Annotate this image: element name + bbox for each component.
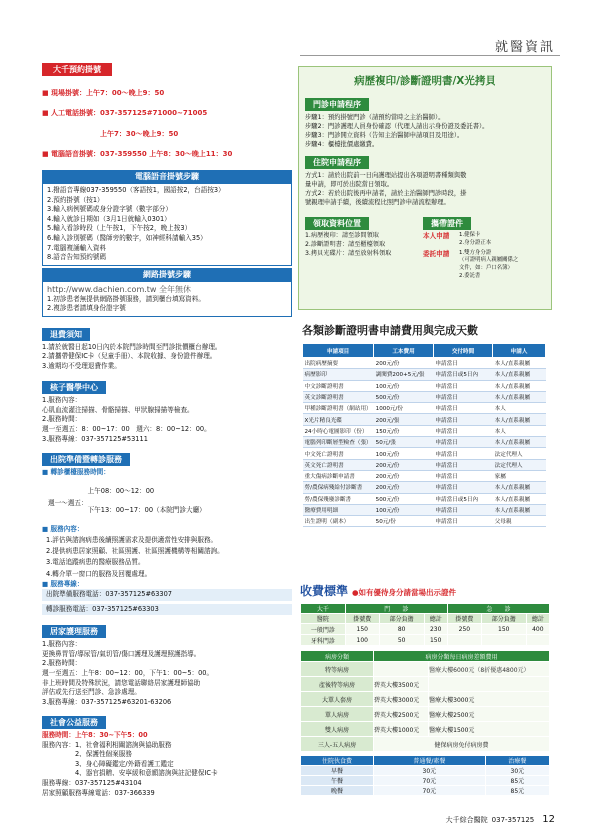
docs-col [423,211,545,281]
fee-header: 工本費用 [374,344,434,358]
social-phone-2: 居家照顧服務專線電話：037-366339 [42,788,155,797]
outpatient-steps: 步驟1：預約掛號門診（請預約當時之主治醫師）。 步驟2：門診護理人員身份確認（代理人請出示身份證及委託書）。 步驟3：門診開立資料（告知主治醫師申請項目及用途）。 步驟4：櫃檯批價處繳費。 [305,114,489,149]
nuclear-text: 1.服務內容： 心肌血流灌注掃描、骨骼掃描、甲狀腺掃描等檢查。 2.服務時間： 週一至週五：8：00~17：00 週六：8：00~12：00。 3.服務專線：037-357125#53111 [42,396,211,443]
opd-head-2: 診 [402,606,409,613]
fee-cell: 200元/份 [374,482,434,493]
meal-head: 治療餐 [485,756,549,766]
fee-cell: 200元/份 [374,358,434,369]
opd-sub: 掛號費 [447,614,481,624]
fee-cell: 申請當日或5日內 [433,493,492,504]
opd-cell: 100 [345,635,379,646]
fee-cell: 中文死亡證明書 [303,448,374,459]
method-2: 方式2：若於出院後再申請者，請於主治醫師門診時段，掛 號親理申請手續，後續流程比照門診申請流程辦理。 [305,189,467,206]
fee-cell: 醫療費用明細 [303,504,374,515]
page-title: 就醫資訊 [494,40,555,55]
charges-note: ●如有優待身分請當場出示證件 [352,588,457,597]
fee-header: 交付時間 [433,344,492,358]
fee-cell: 申請當日 [433,504,492,515]
fee-cell: 本人 [493,425,546,436]
fee-cell: 申請當日 [433,459,492,470]
fee-cell: 英文診斷證明書 [303,391,374,402]
ward-cell: 三人-五人病房 [301,737,374,752]
method-1: 方式1：請於出院前一日向護理站提出各項證明書種類與數 量申請，即可於出院當日領取。 [305,171,467,188]
fee-cell: 病歷影印 [303,369,374,380]
fee-row [303,403,546,414]
ward-cell: 大單人套房 [301,692,374,707]
fee-row [303,380,546,391]
fee-cell: 申請當日 [433,391,492,402]
opd-cell [447,635,481,646]
fee-cell: 200元/份 [374,459,434,470]
fee-cell: 本人 [493,403,546,414]
fee-title: 各類診斷證明書申請費用與完成天數 [302,324,478,337]
opd-head-1: 門 [384,606,391,613]
meal-head: 普通餐/素餐 [374,756,486,766]
fee-cell: 申請當日或5日內 [433,369,492,380]
fee-cell: 甲種診斷證明書（網站用） [303,403,374,414]
meal-cell: 晚餐 [301,786,374,796]
fee-cell: 本人/直系親屬 [493,482,546,493]
discharge-content: 1.評估與諮詢病患後續照護需求及提供適當性安排與服務。 2.提供病患居家照顧、社區照護、社區照護機構等相關諮詢。 3.電話追蹤病患的醫療服務品質。 4.轉介單一窗口的服務及回覆處理。 [46,535,224,578]
fee-cell: 24小時心電圖影印（份） [303,425,374,436]
opd-head-row [301,604,550,614]
meal-cell: 70元 [374,776,486,786]
web-steps: 1.初診患者無提供網路掛號服務，請到櫃台填寫資料。 2.複診患者請填身份證字號 [47,294,205,313]
fee-cell: 500元/份 [374,493,434,504]
opd-sub: 部分負擔 [481,614,526,624]
ward-row [301,677,550,692]
fee-row [303,504,546,515]
fee-cell: 500元/份 [374,391,434,402]
fee-header: 申請項目 [303,344,374,358]
meal-row [301,766,550,776]
ward-cell [374,662,429,677]
fee-cell: 本人/直系親屬 [493,437,546,448]
fee-header-row [303,344,546,358]
fee-cell: 50元/張 [374,437,434,448]
reg-line-2: ■ 人工電話掛號：037-357125#71000~71005 [42,109,208,118]
fee-table [302,343,546,527]
opd-cell: 250 [447,624,481,635]
fee-cell: 本人/直系親屬 [493,391,546,402]
fee-cell: 電腦列印斷層型檢查（張） [303,437,374,448]
ward-body [301,662,550,752]
ward-row [301,722,550,737]
opd-head: 大千 [301,604,346,614]
opd-head [447,604,549,614]
pickup-title: 領取資料位置 [305,217,369,230]
ward-cell: 雙人病房 [301,722,374,737]
return-title: 退費須知 [42,328,90,341]
self-label: 本人申請 [423,232,450,240]
fee-cell: 申請當日 [433,358,492,369]
ward-row [301,692,550,707]
fee-body [303,358,546,527]
referral-weekdays: 週一～週五： [48,498,88,507]
fee-cell: 申請當日 [433,516,492,527]
web-title: 網路掛號步驟 [42,268,292,281]
referral-times [88,478,206,526]
records-title: 病歷複印/診斷證明書/X光拷貝 [354,75,496,87]
reg-lines [42,78,292,169]
pickup-list: 1.病歷複印：請至診間領取 2.診斷證明書：請至櫃檯領取 3.拷貝光碟片：請至放射科領取 [305,232,392,257]
referral-pm: 下午13：00~17：00（本院門診大廳） [87,506,206,515]
referral-am: 上午08：00～12：00 [87,487,155,496]
meal-head-row [301,756,550,766]
fee-cell: 100元/份 [374,504,434,515]
fee-cell: 家屬 [493,470,546,481]
fee-cell: 本人/直系親屬 [493,504,546,515]
page-number: 12 [542,814,555,825]
fee-cell: 出院病歷摘要 [303,358,374,369]
ward-cell: 醫療大樓1500元 [429,722,550,737]
ward-row [301,737,550,752]
fee-cell: 1000元/份 [374,403,434,414]
fee-cell: 勞/農保病殘給付診斷書 [303,482,374,493]
docs-title: 攜帶證件 [423,217,471,230]
ward-cell: 碧英大樓3000元 [374,692,429,707]
opd-sub: 掛號費 [345,614,379,624]
opd-sub: 總計 [526,614,549,624]
opd-cell: 50 [379,635,424,646]
meal-cell: 70元 [374,786,486,796]
nuclear-title: 核子醫學中心 [42,381,106,394]
charges-title: 收費標準 [300,584,349,598]
fee-cell: 本人/直系親屬 [493,414,546,425]
opd-sub: 部分負擔 [379,614,424,624]
ward-cell: 單人病房 [301,707,374,722]
return-section [42,322,292,372]
opd-cell: 牙科門診 [301,635,346,646]
fee-cell: 申請當日 [433,482,492,493]
social-section [42,710,292,798]
referral-hours [42,478,292,526]
meal-cell: 85元 [485,786,549,796]
fee-cell: 調閱費200+5元/張 [374,369,434,380]
discharge-title: 出院準備暨轉診服務 [42,453,130,466]
web-url[interactable]: http://www.dachien.com.tw 全年無休 [47,284,192,294]
web-box [42,281,292,317]
fee-header: 申請人 [493,344,546,358]
fee-cell: 150元/份 [374,425,434,436]
fee-cell: 出生證明（副本） [303,516,374,527]
fee-section [302,322,548,527]
social-content-row [42,741,292,779]
fee-cell: 重大傷病診斷申請書 [303,470,374,481]
fee-cell: 100元/份 [374,448,434,459]
footer-phone: 037-357125 [491,816,535,824]
ward-row [301,707,550,722]
fee-cell: 父母親 [493,516,546,527]
homecare-section [42,619,292,707]
opd-cell: 400 [526,624,549,635]
ward-cell: 產後特等病房 [301,677,374,692]
fee-cell: 法定代理人 [493,448,546,459]
fee-row [303,448,546,459]
fee-cell: 本人/直系親屬 [493,380,546,391]
fee-cell: 申請當日 [433,425,492,436]
fee-row [303,470,546,481]
opd-head-3: 急 [486,606,493,613]
fee-row [303,425,546,436]
ward-row [301,662,550,677]
fee-cell: 100元/份 [374,380,434,391]
meal-cell: 30元 [374,766,486,776]
charges-section [300,582,552,796]
fee-cell: 申請當日 [433,414,492,425]
proxy-label: 委託申請 [423,249,450,258]
opd-cell [481,635,526,646]
opd-table [300,603,550,646]
opd-cell: 80 [379,624,424,635]
meal-row [301,776,550,786]
return-text: 1.請於就醫日起10日內於本院門診時間至門診批價櫃台辦理。 2.請攜帶健保IC卡（兒童手冊）、本院收據、身份證件辦理。 3.逾期均不受理退費作業。 [42,342,222,370]
fee-row [303,414,546,425]
ward-cell: 醫療大樓3000元 [429,692,550,707]
reg-line-1: ■ 現場掛號：上午7：00～晚上9：50 [42,89,165,98]
opd-cell: 150 [481,624,526,635]
opd-row [301,635,550,646]
records-box [298,66,552,310]
fee-cell: 本人/直系親屬 [493,493,546,504]
social-hours: 服務時間：上午8：30~下午5：00 [42,731,148,740]
discharge-section [42,447,292,615]
ward-head: 病房分類 [301,651,374,662]
pickup-col [305,211,423,281]
opd-body [301,624,550,646]
fee-row [303,358,546,369]
nuclear-section [42,375,292,444]
fee-cell: 50元/份 [374,516,434,527]
meal-cell: 早餐 [301,766,374,776]
fee-row [303,459,546,470]
page-header [0,0,595,60]
social-content-label: 服務內容： [42,740,75,749]
ward-head: 病房分類每日病房差額費用 [374,651,550,662]
ward-cell: 特等病房 [301,662,374,677]
ward-head-row [301,651,550,662]
opd-cell: 150 [345,624,379,635]
fee-row [303,516,546,527]
social-content: 1、社會福利相關諮詢與協助服務 2、保護性個案服務 3、身心障礙鑑定/外籍看護工鑑定 4、器官捐贈、安寧緩和意願諮詢與註記健保IC卡 [74,740,218,778]
opd-cell [526,635,549,646]
ward-cell: 醫療大樓2500元 [429,707,550,722]
ward-cell: 碧英大樓2500元 [374,707,429,722]
discharge-phone-title: ■ 服務專線： [42,579,84,588]
records-bottom [305,211,545,281]
inpatient-title: 住院申請程序 [305,156,369,169]
ward-table [300,650,550,752]
fee-cell: 200元/張 [374,414,434,425]
self-docs: 1.健保卡 2.身分證正本 [459,232,492,246]
meal-cell: 午餐 [301,776,374,786]
opd-cell: 一般門診 [301,624,346,635]
fee-cell: 200元/份 [374,470,434,481]
charges-header [300,582,552,599]
reg-line-3: 上午7：30～晚上9：50 [100,129,179,138]
fee-row [303,391,546,402]
left-column [42,63,292,798]
fee-cell: X光片精良光碟 [303,414,374,425]
opd-sub-row [301,614,550,624]
referral-title: ■ 轉診櫃檯服務時間： [42,468,110,477]
ward-cell: 碧英大樓3500元 [374,677,429,692]
opd-sub: 醫院 [301,614,346,624]
self-docs-row [423,232,545,248]
meal-table [300,755,550,796]
fee-row [303,482,546,493]
opd-row [301,624,550,635]
meal-cell: 85元 [485,776,549,786]
meal-cell: 30元 [485,766,549,776]
footer [446,814,555,825]
ward-cell [429,677,550,692]
voice-steps: 1.撥語音專線037-359550（客語按1，國語按2，台語按3） 2.預約掛號（按1） 3.輸入病例號碼或身分證字號（數字部分） 4.輸入就診日期如（3月1日就輸入0301） 5.輸入看診時段（上午按1，下午按2，晚上按3） 6.輸入診別號碼（醫師旁的數字，如神經科請輸入35） 7.電腦複誦輸入資料 8.語音告知預約號碼 [42,183,292,265]
fee-cell: 本人/直系親屬 [493,369,546,380]
opd-cell: 150 [424,635,447,646]
reg-title: 大千預約掛號 [42,63,112,76]
opd-head [345,604,447,614]
fee-row [303,437,546,448]
social-title: 社會公益服務 [42,716,106,729]
fee-cell: 勞/農保殘廢診斷書 [303,493,374,504]
fee-row [303,369,546,380]
header-rule [300,55,560,56]
proxy-docs: 1.雙方身分證 （可證明病人親屬關係之 文件，如：戶口名簿） 2.委託書 [459,249,519,280]
homecare-title: 居家護理服務 [42,625,106,638]
outpatient-title: 門診申請程序 [305,98,369,111]
proxy-docs-row [423,250,545,281]
fee-cell: 中文診斷證明書 [303,380,374,391]
fee-cell: 申請當日 [433,380,492,391]
voice-title: 電腦語音掛號步驟 [42,170,292,183]
reg-line-4: ■ 電腦語音掛號：037-359550 上午8：30～晚上11：30 [42,149,233,158]
discharge-phone-2: 轉診服務電話：037-357125#63303 [42,604,292,616]
discharge-phone-1: 出院準備服務電話：037-357125#63307 [42,589,292,601]
fee-cell: 申請當日 [433,437,492,448]
meal-body [301,766,550,796]
fee-cell: 本人/直系親屬 [493,358,546,369]
social-phone-1: 服務專線：037-357125#43104 [42,778,142,787]
footer-hospital: 大千綜合醫院 [445,816,488,824]
ward-cell: 醫療大樓6000元（8折優惠4800元） [429,662,550,677]
fee-cell: 申請當日 [433,403,492,414]
ward-cell: 碧英大樓1000元 [374,722,429,737]
fee-cell: 英文死亡證明書 [303,459,374,470]
meal-head: 住院伙食費 [301,756,374,766]
fee-cell: 申請當日 [433,448,492,459]
opd-head-4: 診 [504,606,511,613]
opd-sub: 總計 [424,614,447,624]
opd-cell: 230 [424,624,447,635]
ward-cell: 健保病房免付病房費 [374,737,550,752]
homecare-text: 1.服務內容： 更換鼻胃管/導尿管/氣切管/傷口護理及護理照護指導。 2.服務時間： 週一至週五：上午8：00~12：00，下午1：00~5：00。 非上班時間及特殊狀況，請您電話聯絡居家護理師協助 評估或先行送至門診、急診處理。 3.服務專線：037-357125#63201-63206 [42,640,214,706]
fee-cell: 法定代理人 [493,459,546,470]
fee-row [303,493,546,504]
discharge-content-title: ■ 服務內容： [42,525,84,534]
meal-row [301,786,550,796]
fee-cell: 申請當日 [433,470,492,481]
